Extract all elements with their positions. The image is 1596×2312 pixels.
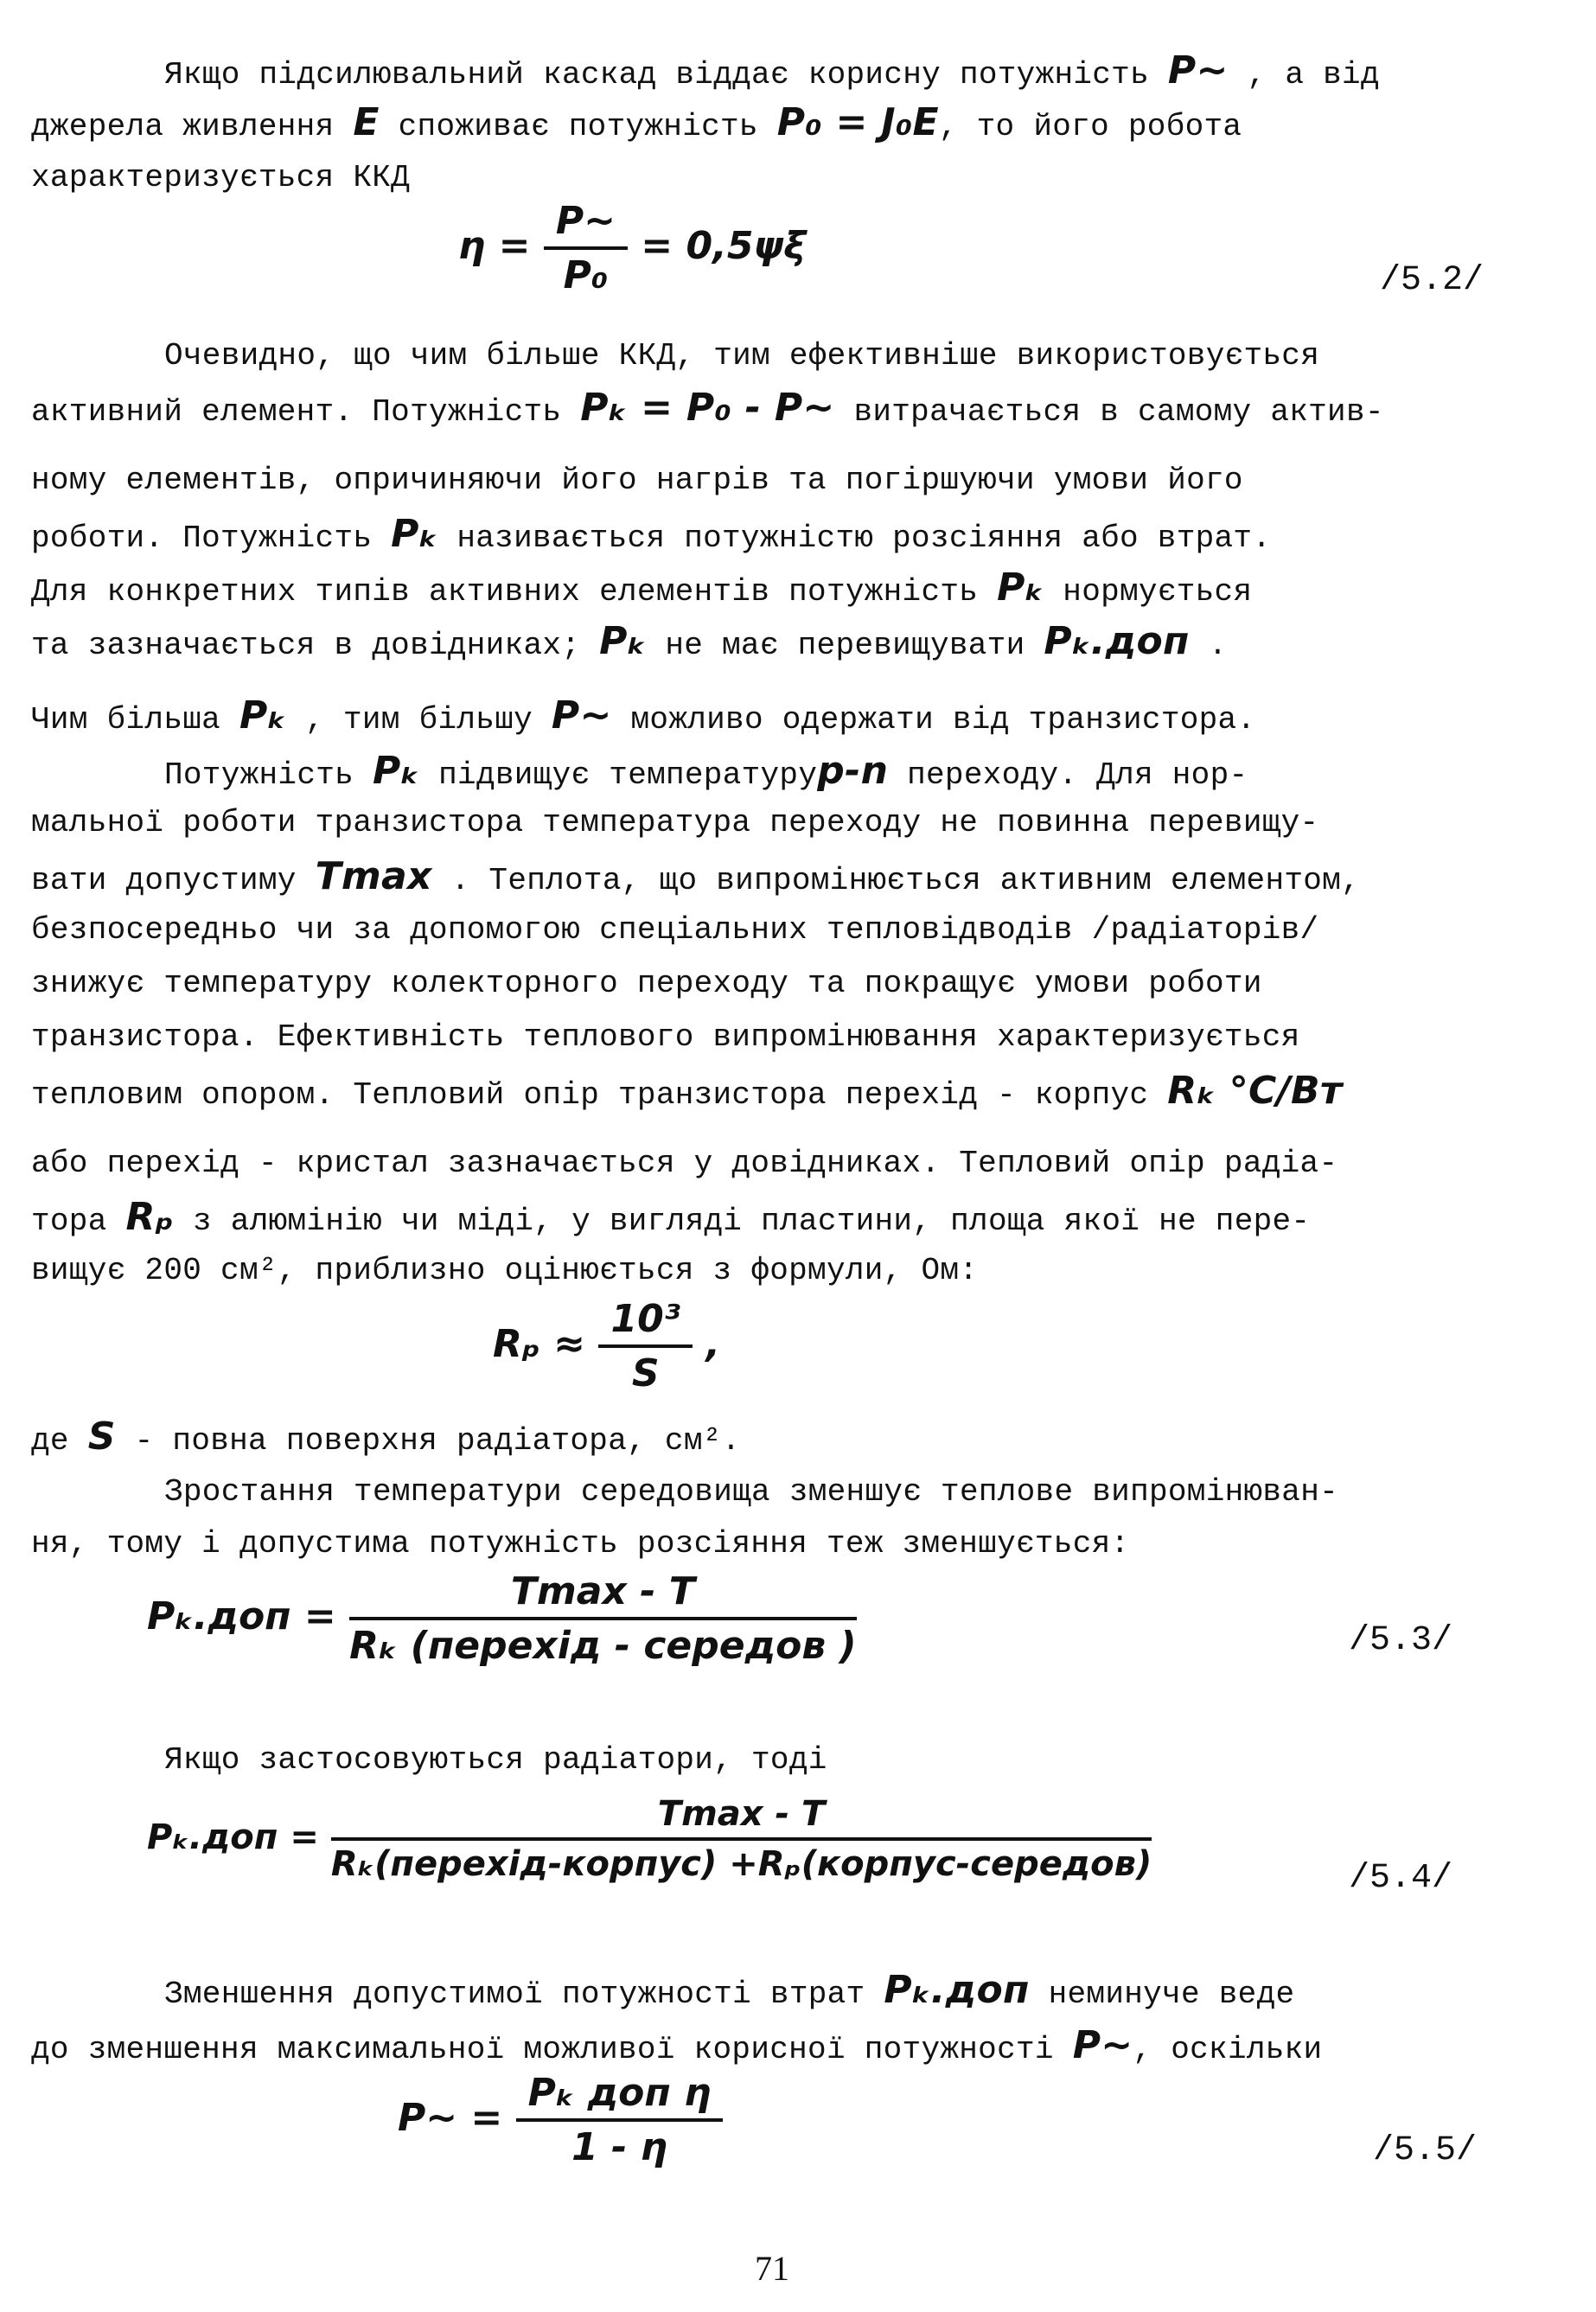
equation-tag: /5.5/ bbox=[1373, 2131, 1478, 2170]
denominator: Rₖ (перехід - середов ) bbox=[349, 1624, 857, 1668]
numerator: Tmax - T bbox=[349, 1569, 857, 1620]
denominator: P₀ bbox=[563, 253, 609, 297]
symbol-rp: Rₚ bbox=[125, 1195, 175, 1239]
text: переходу. Для нор- bbox=[907, 757, 1248, 793]
text-line: або перехід - кристал зазначається у довідниках. Тепловий опір радіа- bbox=[31, 1146, 1338, 1181]
text-line: знижує температуру колекторного переходу та покращує умови роботи bbox=[31, 966, 1262, 1001]
text: вати допустиму bbox=[31, 863, 297, 898]
numerator: 10³ bbox=[598, 1297, 693, 1348]
text: , bbox=[938, 109, 958, 144]
symbol-pk: Pₖ bbox=[599, 619, 647, 663]
text-line bbox=[164, 48, 1380, 94]
text: з алюмінію чи міді, у вигляді пластини, площа якої не пере- bbox=[193, 1204, 1311, 1239]
text: тепловим опором. Тепловий опір транзистора перехід - корпус bbox=[31, 1077, 1149, 1113]
symbol-e: E bbox=[353, 100, 380, 144]
text-line: безпосередньо чи за допомогою спеціальних тепловідводів /радіаторів/ bbox=[31, 912, 1319, 948]
text-line bbox=[31, 1415, 741, 1460]
text: називається потужністю розсіяння або втрат. bbox=[456, 521, 1272, 556]
fraction bbox=[598, 1297, 693, 1396]
equation-rp bbox=[493, 1297, 720, 1396]
text-line bbox=[31, 100, 1242, 146]
text: , оскільки bbox=[1133, 2032, 1323, 2067]
text-line bbox=[31, 2023, 1323, 2069]
symbol-p-tilde: P~ bbox=[551, 693, 612, 738]
text: , тим більшу bbox=[305, 702, 533, 738]
text: неминуче веде bbox=[1048, 1977, 1295, 2012]
fraction bbox=[331, 1794, 1152, 1884]
text: роботи. Потужність bbox=[31, 521, 373, 556]
text-line: Очевидно, що чим більше ККД, тим ефективніше використовується bbox=[164, 338, 1320, 374]
symbol-p-tilde: P~ bbox=[1167, 48, 1229, 93]
text: активний елемент. Потужність bbox=[31, 394, 562, 430]
text: споживає потужність bbox=[398, 109, 758, 144]
text: тора bbox=[31, 1204, 107, 1239]
text: де bbox=[31, 1423, 69, 1459]
equation-5-5 bbox=[398, 2071, 723, 2169]
symbol-pk: Pₖ bbox=[239, 693, 287, 738]
text-line bbox=[31, 565, 1253, 611]
text-line bbox=[31, 854, 1360, 900]
denominator: 1 - η bbox=[571, 2125, 667, 2169]
symbol-pk-don: Pₖ.доп bbox=[884, 1968, 1030, 2012]
text-line bbox=[164, 749, 1248, 795]
text-line bbox=[31, 693, 1256, 739]
symbol-pk: Pₖ bbox=[372, 749, 420, 793]
equation-tag: /5.3/ bbox=[1349, 1621, 1453, 1660]
text: джерела живлення bbox=[31, 109, 335, 144]
text: то його робота bbox=[976, 109, 1242, 144]
text-line bbox=[31, 619, 1228, 665]
equation-5-4 bbox=[147, 1794, 1152, 1884]
text-line: характеризується ККД bbox=[31, 160, 411, 195]
text-line bbox=[31, 1195, 1311, 1241]
text: підвищує температуру bbox=[438, 757, 818, 793]
eq-lhs: η = bbox=[458, 224, 531, 268]
numerator: P~ bbox=[544, 199, 628, 250]
text: Якщо підсилювальний каскад віддає корисну потужність bbox=[164, 57, 1149, 93]
text: . Теплота, що випромінюється активним елементом, bbox=[450, 863, 1360, 898]
numerator: Tmax - T bbox=[331, 1794, 1152, 1841]
equation-tag: /5.2/ bbox=[1380, 261, 1484, 300]
numerator: Pₖ доп η bbox=[516, 2071, 724, 2122]
text: та зазначається в довідниках; bbox=[31, 628, 581, 663]
text-line: Зростання температури середовища зменшує теплове випромінюван- bbox=[164, 1474, 1339, 1510]
equation-5-2 bbox=[458, 199, 806, 297]
text: , а від bbox=[1247, 57, 1380, 93]
text-line: транзистора. Ефективність теплового випромінювання характеризується bbox=[31, 1019, 1300, 1055]
symbol-rk-unit: Rₖ °C/Вт bbox=[1167, 1069, 1343, 1113]
text: Для конкретних типів активних елементів потужність bbox=[31, 574, 979, 610]
text: можливо одержати від транзистора. bbox=[630, 702, 1256, 738]
text-line bbox=[31, 1069, 1343, 1114]
text: , bbox=[705, 1322, 721, 1366]
text-line bbox=[164, 1968, 1295, 2014]
symbol-pk-eq: Pₖ = P₀ - P~ bbox=[580, 386, 835, 430]
denominator: Rₖ(перехід-корпус) +Rₚ(корпус-середов) bbox=[330, 1844, 1152, 1884]
equation-tag: /5.4/ bbox=[1349, 1859, 1453, 1898]
symbol-s: S bbox=[87, 1415, 116, 1459]
text: Потужність bbox=[164, 757, 354, 793]
eq-lhs: Pₖ.доп = bbox=[147, 1817, 319, 1857]
eq-rhs: = 0,5ψξ bbox=[641, 224, 807, 268]
text: Зменшення допустимої потужності втрат bbox=[164, 1977, 865, 2012]
eq-lhs: P~ = bbox=[398, 2096, 503, 2140]
eq-lhs: Pₖ.доп = bbox=[147, 1594, 336, 1638]
text: Чим більша bbox=[31, 702, 221, 738]
text-line bbox=[31, 386, 1384, 431]
fraction bbox=[516, 2071, 724, 2169]
text: витрачається в самому актив- bbox=[853, 394, 1384, 430]
text: нормується bbox=[1063, 574, 1253, 610]
page-number: 71 bbox=[755, 2249, 789, 2288]
symbol-tmax: Tmax bbox=[315, 854, 432, 898]
denominator: S bbox=[631, 1351, 660, 1396]
text-line bbox=[31, 512, 1272, 558]
symbol-pk: Pₖ bbox=[391, 512, 438, 556]
fraction bbox=[544, 199, 628, 297]
text-line: ня, тому і допустима потужність розсіяння теж зменшується: bbox=[31, 1526, 1130, 1562]
text: . bbox=[1208, 628, 1228, 663]
symbol-p0: P₀ = J₀E bbox=[776, 100, 939, 144]
eq-lhs: Rₚ ≈ bbox=[493, 1322, 586, 1366]
equation-5-3 bbox=[147, 1569, 857, 1668]
text-line: Якщо застосовуються радіатори, тоді bbox=[164, 1742, 827, 1778]
symbol-pk: Pₖ bbox=[997, 565, 1044, 610]
text: до зменшення максимальної можливої корисної потужності bbox=[31, 2032, 1054, 2067]
text: не має перевищувати bbox=[665, 628, 1025, 663]
text-line: ному елементів, опричиняючи його нагрів та погіршуючи умови його bbox=[31, 463, 1243, 498]
text-line: мальної роботи транзистора температура переходу не повинна перевищу- bbox=[31, 805, 1319, 840]
fraction bbox=[349, 1569, 857, 1668]
text-line: вищує 200 см², приблизно оцінюється з формули, Ом: bbox=[31, 1253, 979, 1288]
symbol-p-tilde: P~ bbox=[1072, 2023, 1133, 2067]
symbol-p-n: p-n bbox=[817, 749, 889, 793]
symbol-pk-don: Pₖ.доп bbox=[1044, 619, 1190, 663]
text: - повна поверхня радіатора, см². bbox=[134, 1423, 741, 1459]
